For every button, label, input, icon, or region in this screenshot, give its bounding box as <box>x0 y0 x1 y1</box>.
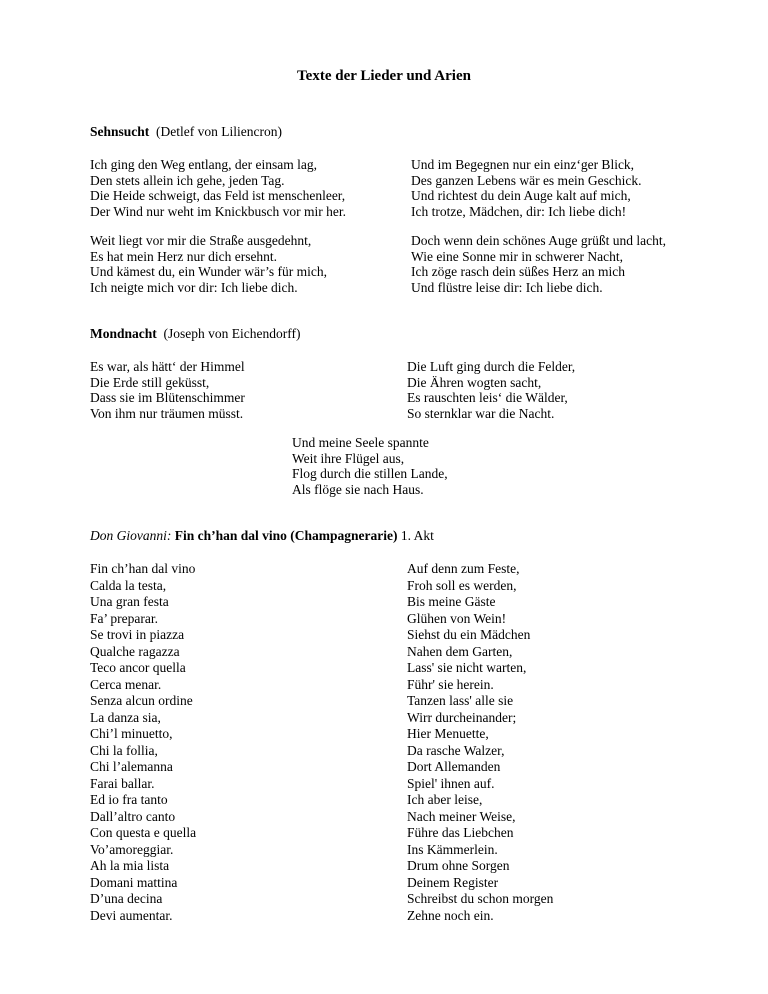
verse-line: Schreibst du schon morgen <box>407 891 554 906</box>
act-label: 1. Akt <box>400 528 434 543</box>
verse-line: Spiel' ihnen auf. <box>407 775 495 791</box>
stanza <box>90 359 245 422</box>
verse-line: Lass' sie nicht warten, <box>407 660 527 675</box>
verse-line: Dall’altro canto <box>90 808 176 824</box>
verse-line: Froh soll es werden, <box>407 577 517 593</box>
song-title: Mondnacht <box>90 326 157 341</box>
verse-line: Und richtest du dein Auge kalt auf mich, <box>411 188 631 204</box>
verse-line: So sternklar war die Nacht. <box>407 406 555 422</box>
verse-line: Und kämest du, ein Wunder wär’s für mich, <box>90 264 328 280</box>
verse-line: Senza alcun ordine <box>90 693 193 708</box>
song-title: Sehnsucht <box>90 124 150 139</box>
verse-line: Weit ihre Flügel aus, <box>292 450 405 466</box>
verse-line: Tanzen lass' alle sie <box>407 693 514 708</box>
verse-line: Von ihm nur träumen müsst. <box>90 406 244 422</box>
verse-line: Ich zöge rasch dein süßes Herz an mich <box>411 264 626 280</box>
verse-line: Domani mattina <box>90 874 178 890</box>
verse-line: Glühen von Wein! <box>407 610 507 626</box>
verse-line: La danza sia, <box>90 709 161 725</box>
verse-line: Der Wind nur weht im Knickbusch vor mir her. <box>90 204 347 220</box>
verse-line: Una gran festa <box>90 594 169 609</box>
verse-line: Chi’l minuetto, <box>90 726 173 741</box>
stanza <box>90 561 196 924</box>
verse-line: Da rasche Walzer, <box>407 742 505 758</box>
verse-line: Führ' sie herein. <box>407 676 494 692</box>
stanza <box>411 233 666 296</box>
verse-line: Weit liegt vor mir die Straße ausgedehnt, <box>90 233 312 248</box>
stanza <box>407 359 575 422</box>
verse-line: Als flöge sie nach Haus. <box>292 482 424 498</box>
song-heading-mondnacht <box>90 325 300 342</box>
stanza <box>90 157 346 220</box>
verse-line: Des ganzen Lebens wär es mein Geschick. <box>411 172 642 188</box>
verse-line: Nach meiner Weise, <box>407 808 516 824</box>
stanza <box>90 233 327 296</box>
verse-line: Doch wenn dein schönes Auge grüßt und lacht, <box>411 233 666 248</box>
verse-line: Fa’ preparar. <box>90 610 158 626</box>
verse-line: Die Luft ging durch die Felder, <box>407 359 576 374</box>
verse-line: Es rauschten leis‘ die Wälder, <box>407 390 568 406</box>
verse-line: D’una decina <box>90 891 163 906</box>
stanza <box>292 435 448 498</box>
verse-line: Und flüstre leise dir: Ich liebe dich. <box>411 280 603 296</box>
stanza <box>411 157 642 220</box>
verse-line: Die Heide schweigt, das Feld ist menschenleer, <box>90 188 346 204</box>
verse-line: Deinem Register <box>407 874 499 890</box>
verse-line: Die Erde still geküsst, <box>90 374 210 390</box>
verse-line: Den stets allein ich gehe, jeden Tag. <box>90 172 285 188</box>
verse-line: Se trovi in piazza <box>90 627 185 642</box>
verse-line: Chi la follia, <box>90 742 158 758</box>
verse-line: Bis meine Gäste <box>407 594 496 609</box>
verse-line: Teco ancor quella <box>90 660 186 675</box>
verse-line: Und im Begegnen nur ein einz‘ger Blick, <box>411 157 635 172</box>
verse-line: Auf denn zum Feste, <box>407 561 520 576</box>
verse-line: Hier Menuette, <box>407 726 489 741</box>
verse-line: Ins Kämmerlein. <box>407 841 498 857</box>
verse-line: Zehne noch ein. <box>407 907 494 923</box>
verse-line: Devi aumentar. <box>90 907 173 923</box>
song-heading-don-giovanni <box>90 527 434 544</box>
page-title: Texte der Lieder und Arien <box>297 68 471 84</box>
verse-line: Drum ohne Sorgen <box>407 858 510 873</box>
verse-line: Flog durch die stillen Lande, <box>292 466 448 482</box>
verse-line: Die Ähren wogten sacht, <box>407 374 542 390</box>
verse-line: Ah la mia lista <box>90 858 170 873</box>
verse-line: Nahen dem Garten, <box>407 643 513 659</box>
verse-line: Farai ballar. <box>90 775 155 791</box>
verse-line: Siehst du ein Mädchen <box>407 627 531 642</box>
verse-line: Es hat mein Herz nur dich ersehnt. <box>90 248 278 264</box>
song-author: (Detlef von Liliencron) <box>156 124 282 139</box>
verse-line: Chi l’alemanna <box>90 759 173 774</box>
opera-title: Don Giovanni: <box>90 528 172 543</box>
verse-line: Qualche ragazza <box>90 643 180 659</box>
verse-line: Ich aber leise, <box>407 792 483 807</box>
verse-line: Dort Allemanden <box>407 759 501 774</box>
verse-line: Fin ch’han dal vino <box>90 561 196 576</box>
verse-line: Cerca menar. <box>90 676 162 692</box>
song-title: Fin ch’han dal vino (Champagnerarie) <box>174 528 398 543</box>
verse-line: Ich ging den Weg entlang, der einsam lag, <box>90 157 317 172</box>
verse-line: Vo’amoreggiar. <box>90 841 174 857</box>
verse-line: Ed io fra tanto <box>90 792 168 807</box>
song-heading-sehnsucht <box>90 123 282 140</box>
verse-line: Und meine Seele spannte <box>292 435 429 450</box>
verse-line: Wie eine Sonne mir in schwerer Nacht, <box>411 248 624 264</box>
verse-line: Führe das Liebchen <box>407 825 514 840</box>
verse-line: Es war, als hätt‘ der Himmel <box>90 359 245 374</box>
verse-line: Ich trotze, Mädchen, dir: Ich liebe dich! <box>411 204 627 220</box>
verse-line: Dass sie im Blütenschimmer <box>90 390 245 406</box>
stanza <box>407 561 553 924</box>
song-author: (Joseph von Eichendorff) <box>163 326 301 341</box>
verse-line: Con questa e quella <box>90 825 197 840</box>
verse-line: Calda la testa, <box>90 577 167 593</box>
verse-line: Ich neigte mich vor dir: Ich liebe dich. <box>90 280 298 296</box>
verse-line: Wirr durcheinander; <box>407 709 517 725</box>
